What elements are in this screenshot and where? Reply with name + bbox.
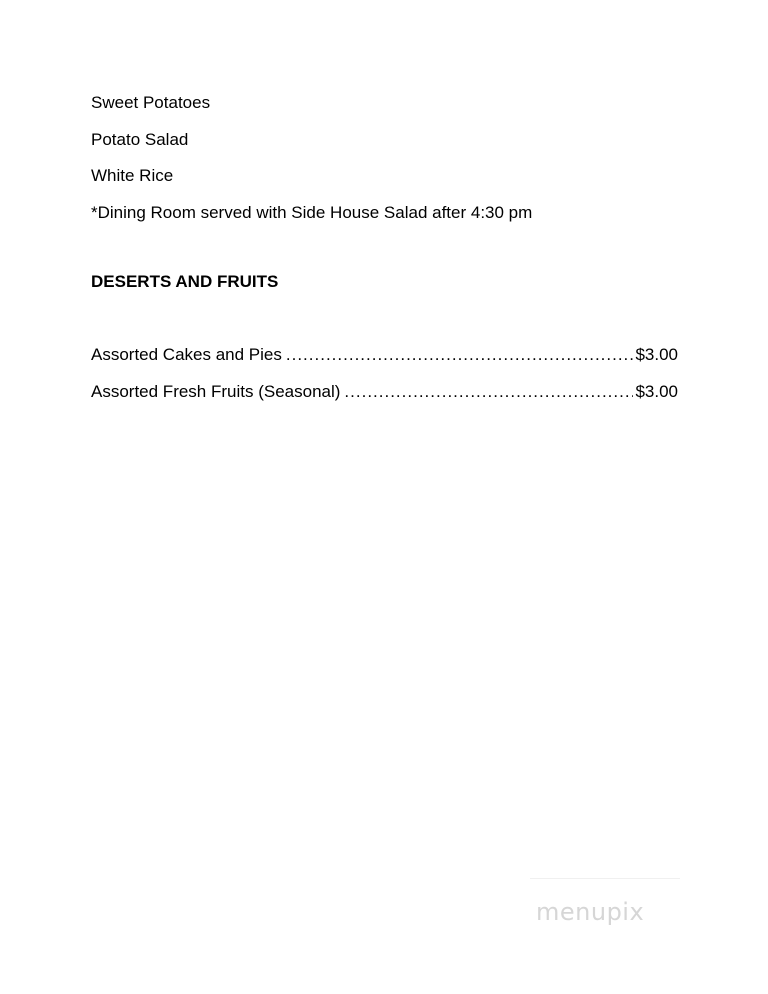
watermark-text: menupix (536, 898, 645, 926)
menu-item-name: Assorted Fresh Fruits (Seasonal) (91, 382, 341, 401)
side-item-white-rice: White Rice (91, 166, 174, 185)
menu-item-row (91, 344, 678, 366)
side-salad-note: *Dining Room served with Side House Salad after 4:30 pm (91, 203, 533, 222)
dot-leader (286, 344, 634, 366)
menu-item-row (91, 381, 678, 403)
side-item-sweet-potatoes: Sweet Potatoes (91, 93, 211, 112)
watermark-tagline (530, 878, 680, 887)
menu-item-name: Assorted Cakes and Pies (91, 345, 282, 364)
menu-item-price: $3.00 (635, 345, 678, 364)
watermark-logo (530, 870, 690, 940)
dot-leader (344, 381, 633, 403)
section-heading-desserts: DESERTS AND FRUITS (91, 272, 279, 291)
side-item-potato-salad: Potato Salad (91, 130, 189, 149)
menu-item-price: $3.00 (635, 382, 678, 401)
